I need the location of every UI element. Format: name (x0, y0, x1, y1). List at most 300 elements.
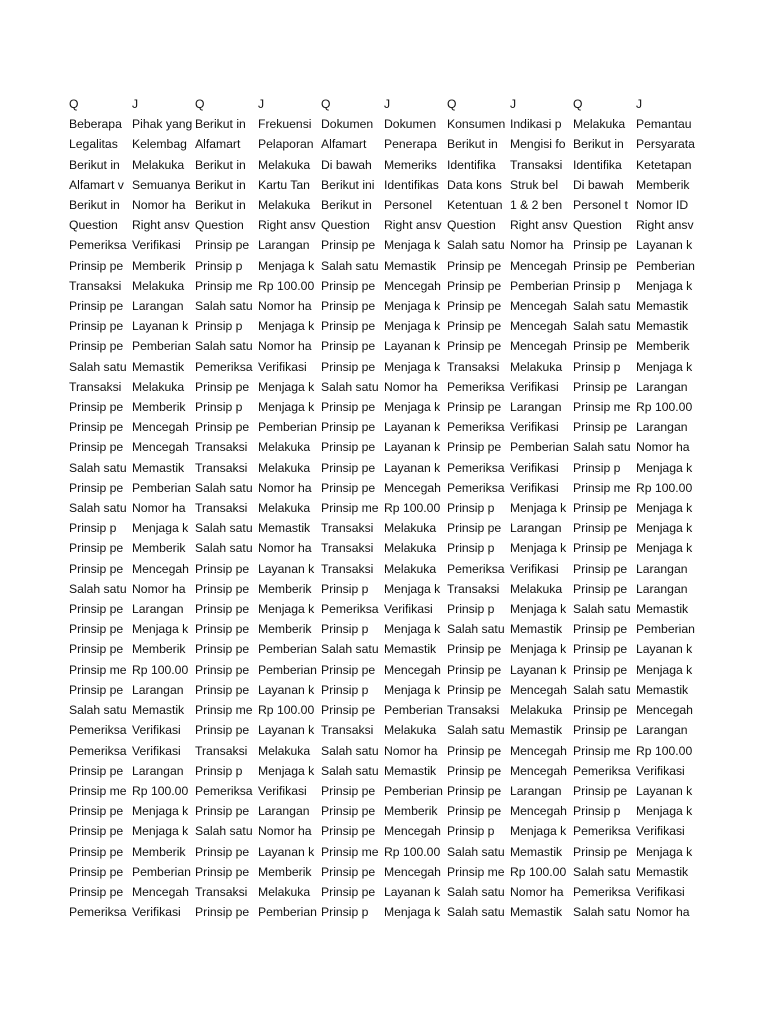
sheet-cell: Layanan k (384, 440, 441, 455)
sheet-cell: Salah satu (195, 824, 253, 839)
sheet-cell: Prinsip p (195, 763, 243, 778)
sheet-cell: Verifikasi (510, 379, 559, 394)
sheet-cell: Larangan (258, 804, 310, 819)
sheet-row (68, 821, 698, 841)
sheet-cell: Transaksi (447, 359, 500, 374)
sheet-cell: Memastik (132, 703, 185, 718)
sheet-cell: Transaksi (69, 379, 122, 394)
sheet-cell: Layanan k (258, 844, 315, 859)
sheet-cell: Prinsip pe (195, 804, 250, 819)
sheet-row (68, 478, 698, 498)
sheet-cell: Prinsip pe (321, 884, 376, 899)
sheet-cell: Larangan (636, 420, 688, 435)
sheet-cell: Prinsip pe (195, 561, 250, 576)
sheet-cell: Prinsip pe (321, 460, 376, 475)
sheet-cell: Prinsip me (573, 743, 631, 758)
sheet-cell: Mencegah (510, 258, 567, 273)
sheet-cell: Question (321, 218, 370, 233)
sheet-cell: J (636, 97, 643, 111)
sheet-cell: Salah satu (69, 581, 127, 596)
sheet-cell: Prinsip pe (195, 844, 250, 859)
sheet-row (68, 235, 698, 255)
sheet-cell: Prinsip pe (573, 783, 628, 798)
sheet-cell: Prinsip p (573, 804, 621, 819)
sheet-cell: Verifikasi (636, 824, 685, 839)
sheet-cell: Nomor ha (510, 884, 564, 899)
sheet-cell: Larangan (510, 783, 562, 798)
sheet-cell: Memastik (384, 642, 437, 657)
sheet-cell: Pemeriksa (573, 884, 631, 899)
sheet-cell: Transaksi (447, 703, 500, 718)
sheet-cell: Rp 100.00 (384, 844, 441, 859)
sheet-cell: Prinsip me (195, 278, 253, 293)
sheet-cell: J (258, 97, 265, 111)
sheet-cell: Larangan (132, 682, 184, 697)
sheet-cell: Memberik (132, 541, 186, 556)
sheet-cell: Transaksi (321, 561, 374, 576)
sheet-row (68, 215, 698, 235)
sheet-row (68, 357, 698, 377)
sheet-cell: Prinsip pe (573, 642, 628, 657)
sheet-cell: Rp 100.00 (636, 480, 693, 495)
sheet-cell: Prinsip pe (321, 703, 376, 718)
sheet-cell: Pemberian (132, 864, 191, 879)
sheet-cell: Memberik (132, 258, 186, 273)
sheet-cell: Prinsip pe (69, 824, 124, 839)
sheet-cell: Menjaga k (636, 501, 693, 516)
sheet-cell: Salah satu (69, 703, 127, 718)
sheet-cell: Verifikasi (132, 723, 181, 738)
sheet-cell: Mencegah (510, 682, 567, 697)
sheet-cell: Prinsip pe (195, 662, 250, 677)
sheet-cell: Pelaporan (258, 137, 314, 152)
sheet-cell: Menjaga k (384, 238, 441, 253)
sheet-cell: Prinsip me (321, 501, 379, 516)
sheet-cell: Memeriks (384, 157, 437, 172)
sheet-cell: Memastik (636, 602, 689, 617)
sheet-cell: Nomor ID (636, 198, 689, 213)
sheet-cell: Prinsip pe (69, 844, 124, 859)
sheet-cell: Menjaga k (636, 541, 693, 556)
sheet-cell: Memastik (636, 299, 689, 314)
sheet-cell: Pemberian (132, 339, 191, 354)
sheet-cell: Verifikasi (258, 783, 307, 798)
sheet-cell: Dokumen (321, 117, 374, 132)
sheet-cell: Memberik (132, 400, 186, 415)
sheet-cell: Salah satu (321, 763, 379, 778)
sheet-cell: Prinsip p (195, 258, 243, 273)
sheet-cell: Menjaga k (636, 460, 693, 475)
sheet-cell: Pemeriksa (447, 561, 505, 576)
sheet-cell: Salah satu (195, 339, 253, 354)
sheet-cell: Rp 100.00 (636, 743, 693, 758)
sheet-cell: Menjaga k (258, 319, 315, 334)
sheet-cell: Prinsip pe (69, 763, 124, 778)
sheet-cell: Pemberian (258, 905, 317, 920)
sheet-cell: Prinsip pe (447, 783, 502, 798)
sheet-cell: Prinsip pe (69, 864, 124, 879)
sheet-cell: Menjaga k (510, 501, 567, 516)
sheet-cell: Larangan (636, 581, 688, 596)
sheet-cell: Menjaga k (132, 824, 189, 839)
sheet-cell: Prinsip pe (573, 339, 628, 354)
sheet-cell: Layanan k (636, 642, 693, 657)
sheet-cell: Pemberian (258, 642, 317, 657)
sheet-cell: Mencegah (384, 278, 441, 293)
sheet-cell: Prinsip pe (321, 319, 376, 334)
sheet-cell: Prinsip pe (69, 258, 124, 273)
sheet-cell: Ketentuan (447, 198, 503, 213)
sheet-cell: Larangan (510, 400, 562, 415)
sheet-cell: Mencegah (132, 884, 189, 899)
sheet-cell: Nomor ha (132, 581, 186, 596)
sheet-cell: Pemberian (384, 703, 443, 718)
sheet-cell: Prinsip pe (321, 824, 376, 839)
sheet-cell: Rp 100.00 (258, 703, 315, 718)
sheet-cell: Berikut in (195, 177, 246, 192)
sheet-cell: Berikut in (321, 198, 372, 213)
sheet-cell: Menjaga k (636, 359, 693, 374)
sheet-cell: Berikut in (195, 198, 246, 213)
sheet-cell: Right ansv (384, 218, 442, 233)
sheet-row (68, 902, 698, 922)
sheet-cell: Larangan (636, 379, 688, 394)
sheet-cell: Prinsip p (447, 541, 495, 556)
sheet-row (68, 720, 698, 740)
sheet-cell: Pemberian (384, 783, 443, 798)
sheet-cell: Prinsip pe (69, 339, 124, 354)
sheet-cell: Identifikas (384, 177, 439, 192)
sheet-cell: Question (69, 218, 118, 233)
sheet-cell: Nomor ha (258, 824, 312, 839)
sheet-cell: Transaksi (69, 278, 122, 293)
sheet-cell: Salah satu (447, 238, 505, 253)
sheet-cell: Data kons (447, 177, 502, 192)
sheet-row (68, 276, 698, 296)
sheet-cell: Nomor ha (258, 299, 312, 314)
sheet-cell: Mencegah (384, 864, 441, 879)
sheet-cell: Verifikasi (132, 905, 181, 920)
sheet-row (68, 155, 698, 175)
sheet-row (68, 842, 698, 862)
sheet-row (68, 94, 698, 114)
sheet-row (68, 761, 698, 781)
sheet-cell: Right ansv (258, 218, 316, 233)
sheet-cell: Pemeriksa (447, 420, 505, 435)
sheet-cell: Rp 100.00 (384, 501, 441, 516)
sheet-cell: Melakuka (384, 561, 437, 576)
sheet-cell: Salah satu (447, 723, 505, 738)
sheet-cell: Menjaga k (258, 602, 315, 617)
sheet-cell: Larangan (132, 602, 184, 617)
sheet-cell: Menjaga k (132, 622, 189, 637)
sheet-cell: Frekuensi (258, 117, 312, 132)
sheet-cell: Transaksi (321, 723, 374, 738)
sheet-row (68, 296, 698, 316)
sheet-cell: Memastik (510, 905, 563, 920)
sheet-row (68, 397, 698, 417)
sheet-cell: Mencegah (384, 824, 441, 839)
sheet-cell: Nomor ha (258, 541, 312, 556)
sheet-cell: Right ansv (510, 218, 568, 233)
sheet-cell: Alfamart (321, 137, 367, 152)
sheet-row (68, 882, 698, 902)
sheet-cell: Mencegah (510, 299, 567, 314)
sheet-cell: Prinsip pe (321, 400, 376, 415)
sheet-cell: Prinsip pe (195, 905, 250, 920)
sheet-row (68, 862, 698, 882)
sheet-cell: Prinsip p (447, 501, 495, 516)
sheet-cell: Prinsip pe (69, 299, 124, 314)
sheet-cell: Right ansv (636, 218, 694, 233)
sheet-cell: Prinsip pe (447, 258, 502, 273)
sheet-cell: J (384, 97, 391, 111)
sheet-cell: Berikut in (447, 137, 498, 152)
sheet-cell: Salah satu (321, 743, 379, 758)
sheet-cell: Penerapa (384, 137, 437, 152)
sheet-cell: Kelembag (132, 137, 187, 152)
sheet-cell: Menjaga k (636, 844, 693, 859)
sheet-cell: Prinsip pe (321, 804, 376, 819)
sheet-cell: Salah satu (573, 905, 631, 920)
sheet-cell: Nomor ha (132, 198, 186, 213)
sheet-cell: Memastik (132, 359, 185, 374)
sheet-cell: Pemberian (636, 622, 695, 637)
sheet-cell: Prinsip pe (573, 561, 628, 576)
sheet-cell: Persyarata (636, 137, 695, 152)
sheet-cell: Legalitas (69, 137, 118, 152)
sheet-cell: Mencegah (132, 440, 189, 455)
sheet-cell: Prinsip pe (573, 521, 628, 536)
sheet-cell: Larangan (258, 238, 310, 253)
sheet-cell: Q (573, 97, 583, 111)
sheet-cell: Pemantau (636, 117, 692, 132)
sheet-cell: Verifikasi (510, 420, 559, 435)
sheet-cell: Verifikasi (258, 359, 307, 374)
sheet-cell: Prinsip pe (69, 622, 124, 637)
sheet-cell: Layanan k (258, 723, 315, 738)
sheet-cell: Melakuka (258, 501, 311, 516)
sheet-cell: Melakuka (258, 157, 311, 172)
sheet-cell: Prinsip p (573, 359, 621, 374)
sheet-cell: Prinsip pe (69, 420, 124, 435)
sheet-cell: Transaksi (510, 157, 563, 172)
sheet-cell: Prinsip pe (321, 480, 376, 495)
sheet-cell: Prinsip pe (195, 622, 250, 637)
sheet-cell: Menjaga k (636, 278, 693, 293)
sheet-cell: Pemberian (510, 278, 569, 293)
sheet-cell: Prinsip pe (195, 602, 250, 617)
sheet-cell: Di bawah (321, 157, 372, 172)
sheet-cell: Menjaga k (636, 662, 693, 677)
sheet-cell: Menjaga k (384, 319, 441, 334)
sheet-cell: Pemeriksa (195, 783, 253, 798)
sheet-cell: Prinsip pe (447, 400, 502, 415)
sheet-cell: Ketetapan (636, 157, 692, 172)
sheet-cell: Mencegah (132, 561, 189, 576)
sheet-cell: Melakuka (384, 541, 437, 556)
sheet-cell: Prinsip pe (573, 238, 628, 253)
sheet-cell: Verifikasi (636, 884, 685, 899)
sheet-row (68, 579, 698, 599)
sheet-cell: Melakuka (510, 359, 563, 374)
sheet-cell: Prinsip pe (321, 339, 376, 354)
sheet-cell: Pemberian (132, 480, 191, 495)
sheet-cell: Memastik (636, 682, 689, 697)
sheet-cell: Mencegah (510, 804, 567, 819)
sheet-cell: Memastik (384, 763, 437, 778)
sheet-cell: Melakuka (258, 884, 311, 899)
sheet-cell: Salah satu (195, 541, 253, 556)
sheet-row (68, 498, 698, 518)
sheet-cell: Prinsip me (447, 864, 505, 879)
sheet-cell: Salah satu (573, 682, 631, 697)
sheet-cell: Personel t (573, 198, 628, 213)
sheet-row (68, 195, 698, 215)
sheet-cell: Semuanya (132, 177, 191, 192)
sheet-cell: Salah satu (195, 480, 253, 495)
sheet-row (68, 134, 698, 154)
sheet-row (68, 377, 698, 397)
sheet-row (68, 639, 698, 659)
sheet-cell: Memastik (384, 258, 437, 273)
sheet-cell: Menjaga k (258, 763, 315, 778)
sheet-cell: Layanan k (636, 783, 693, 798)
sheet-cell: Prinsip pe (195, 420, 250, 435)
sheet-cell: Salah satu (195, 521, 253, 536)
sheet-cell: Pemeriksa (69, 238, 127, 253)
sheet-cell: Prinsip pe (195, 238, 250, 253)
sheet-cell: Melakuka (258, 198, 311, 213)
sheet-cell: Layanan k (384, 884, 441, 899)
sheet-cell: Menjaga k (384, 400, 441, 415)
sheet-cell: Prinsip p (321, 905, 369, 920)
sheet-row (68, 559, 698, 579)
sheet-cell: Melakuka (510, 581, 563, 596)
sheet-cell: Prinsip pe (447, 804, 502, 819)
sheet-cell: Salah satu (573, 602, 631, 617)
sheet-cell: Prinsip p (195, 319, 243, 334)
sheet-cell: Verifikasi (510, 480, 559, 495)
sheet-cell: Di bawah (573, 177, 624, 192)
sheet-cell: Prinsip pe (321, 359, 376, 374)
sheet-cell: Prinsip pe (573, 723, 628, 738)
sheet-row (68, 680, 698, 700)
sheet-cell: Verifikasi (132, 238, 181, 253)
sheet-cell: Menjaga k (258, 258, 315, 273)
sheet-cell: Melakuka (132, 278, 185, 293)
sheet-cell: Salah satu (447, 844, 505, 859)
sheet-cell: Pemeriksa (573, 763, 631, 778)
sheet-row (68, 256, 698, 276)
sheet-cell: Pemberian (510, 440, 569, 455)
sheet-cell: Question (573, 218, 622, 233)
sheet-cell: Prinsip p (573, 460, 621, 475)
sheet-cell: Larangan (510, 521, 562, 536)
sheet-cell: Prinsip me (573, 400, 631, 415)
sheet-cell: Memberik (258, 622, 312, 637)
sheet-cell: Pemberian (258, 662, 317, 677)
sheet-cell: Larangan (636, 561, 688, 576)
sheet-cell: Prinsip pe (573, 844, 628, 859)
sheet-cell: Memberik (384, 804, 438, 819)
sheet-cell: Prinsip me (195, 703, 253, 718)
sheet-cell: Prinsip pe (321, 440, 376, 455)
sheet-cell: Larangan (636, 723, 688, 738)
sheet-cell: Layanan k (384, 339, 441, 354)
sheet-cell: Question (195, 218, 244, 233)
sheet-row (68, 801, 698, 821)
sheet-cell: Transaksi (321, 521, 374, 536)
sheet-cell: Nomor ha (384, 743, 438, 758)
sheet-cell: Menjaga k (384, 359, 441, 374)
sheet-cell: Verifikasi (384, 602, 433, 617)
sheet-cell: Prinsip pe (321, 278, 376, 293)
sheet-cell: Transaksi (195, 501, 248, 516)
sheet-cell: Prinsip me (321, 844, 379, 859)
sheet-cell: Melakuka (132, 379, 185, 394)
sheet-cell: Q (447, 97, 457, 111)
sheet-cell: Rp 100.00 (258, 278, 315, 293)
sheet-cell: Identifika (447, 157, 496, 172)
sheet-cell: Salah satu (447, 622, 505, 637)
sheet-cell: Pihak yang (132, 117, 193, 132)
sheet-cell: Prinsip pe (195, 379, 250, 394)
sheet-cell: Pemeriksa (195, 359, 253, 374)
sheet-cell: Prinsip pe (573, 622, 628, 637)
sheet-cell: Prinsip pe (321, 662, 376, 677)
sheet-cell: Mencegah (384, 480, 441, 495)
sheet-cell: Prinsip pe (573, 420, 628, 435)
sheet-cell: Kartu Tan (258, 177, 310, 192)
sheet-cell: Salah satu (447, 884, 505, 899)
sheet-cell: Salah satu (573, 319, 631, 334)
sheet-cell: Mencegah (132, 420, 189, 435)
sheet-row (68, 437, 698, 457)
sheet-cell: Nomor ha (132, 501, 186, 516)
sheet-cell: Salah satu (573, 299, 631, 314)
sheet-cell: Berikut in (195, 157, 246, 172)
sheet-cell: Salah satu (195, 299, 253, 314)
sheet-cell: Memberik (636, 339, 690, 354)
sheet-row (68, 538, 698, 558)
sheet-cell: Prinsip pe (69, 602, 124, 617)
sheet-row (68, 700, 698, 720)
sheet-cell: Memberik (258, 581, 312, 596)
sheet-cell: Transaksi (321, 541, 374, 556)
sheet-cell: Menjaga k (384, 299, 441, 314)
sheet-cell: Pemeriksa (573, 824, 631, 839)
sheet-cell: Prinsip p (573, 278, 621, 293)
sheet-cell: Prinsip pe (447, 743, 502, 758)
sheet-cell: Menjaga k (132, 521, 189, 536)
sheet-cell: Pemeriksa (447, 460, 505, 475)
sheet-row (68, 336, 698, 356)
sheet-cell: Memastik (132, 460, 185, 475)
sheet-cell: Menjaga k (384, 581, 441, 596)
sheet-cell: Layanan k (258, 682, 315, 697)
sheet-cell: Alfamart v (69, 177, 124, 192)
sheet-cell: Memastik (510, 622, 563, 637)
sheet-row (68, 660, 698, 680)
sheet-cell: Question (447, 218, 496, 233)
sheet-cell: Prinsip me (69, 783, 127, 798)
sheet-cell: Prinsip pe (69, 400, 124, 415)
sheet-cell: Berikut in (573, 137, 624, 152)
sheet-cell: Pemeriksa (447, 480, 505, 495)
sheet-cell: Prinsip pe (447, 662, 502, 677)
sheet-cell: J (510, 97, 517, 111)
